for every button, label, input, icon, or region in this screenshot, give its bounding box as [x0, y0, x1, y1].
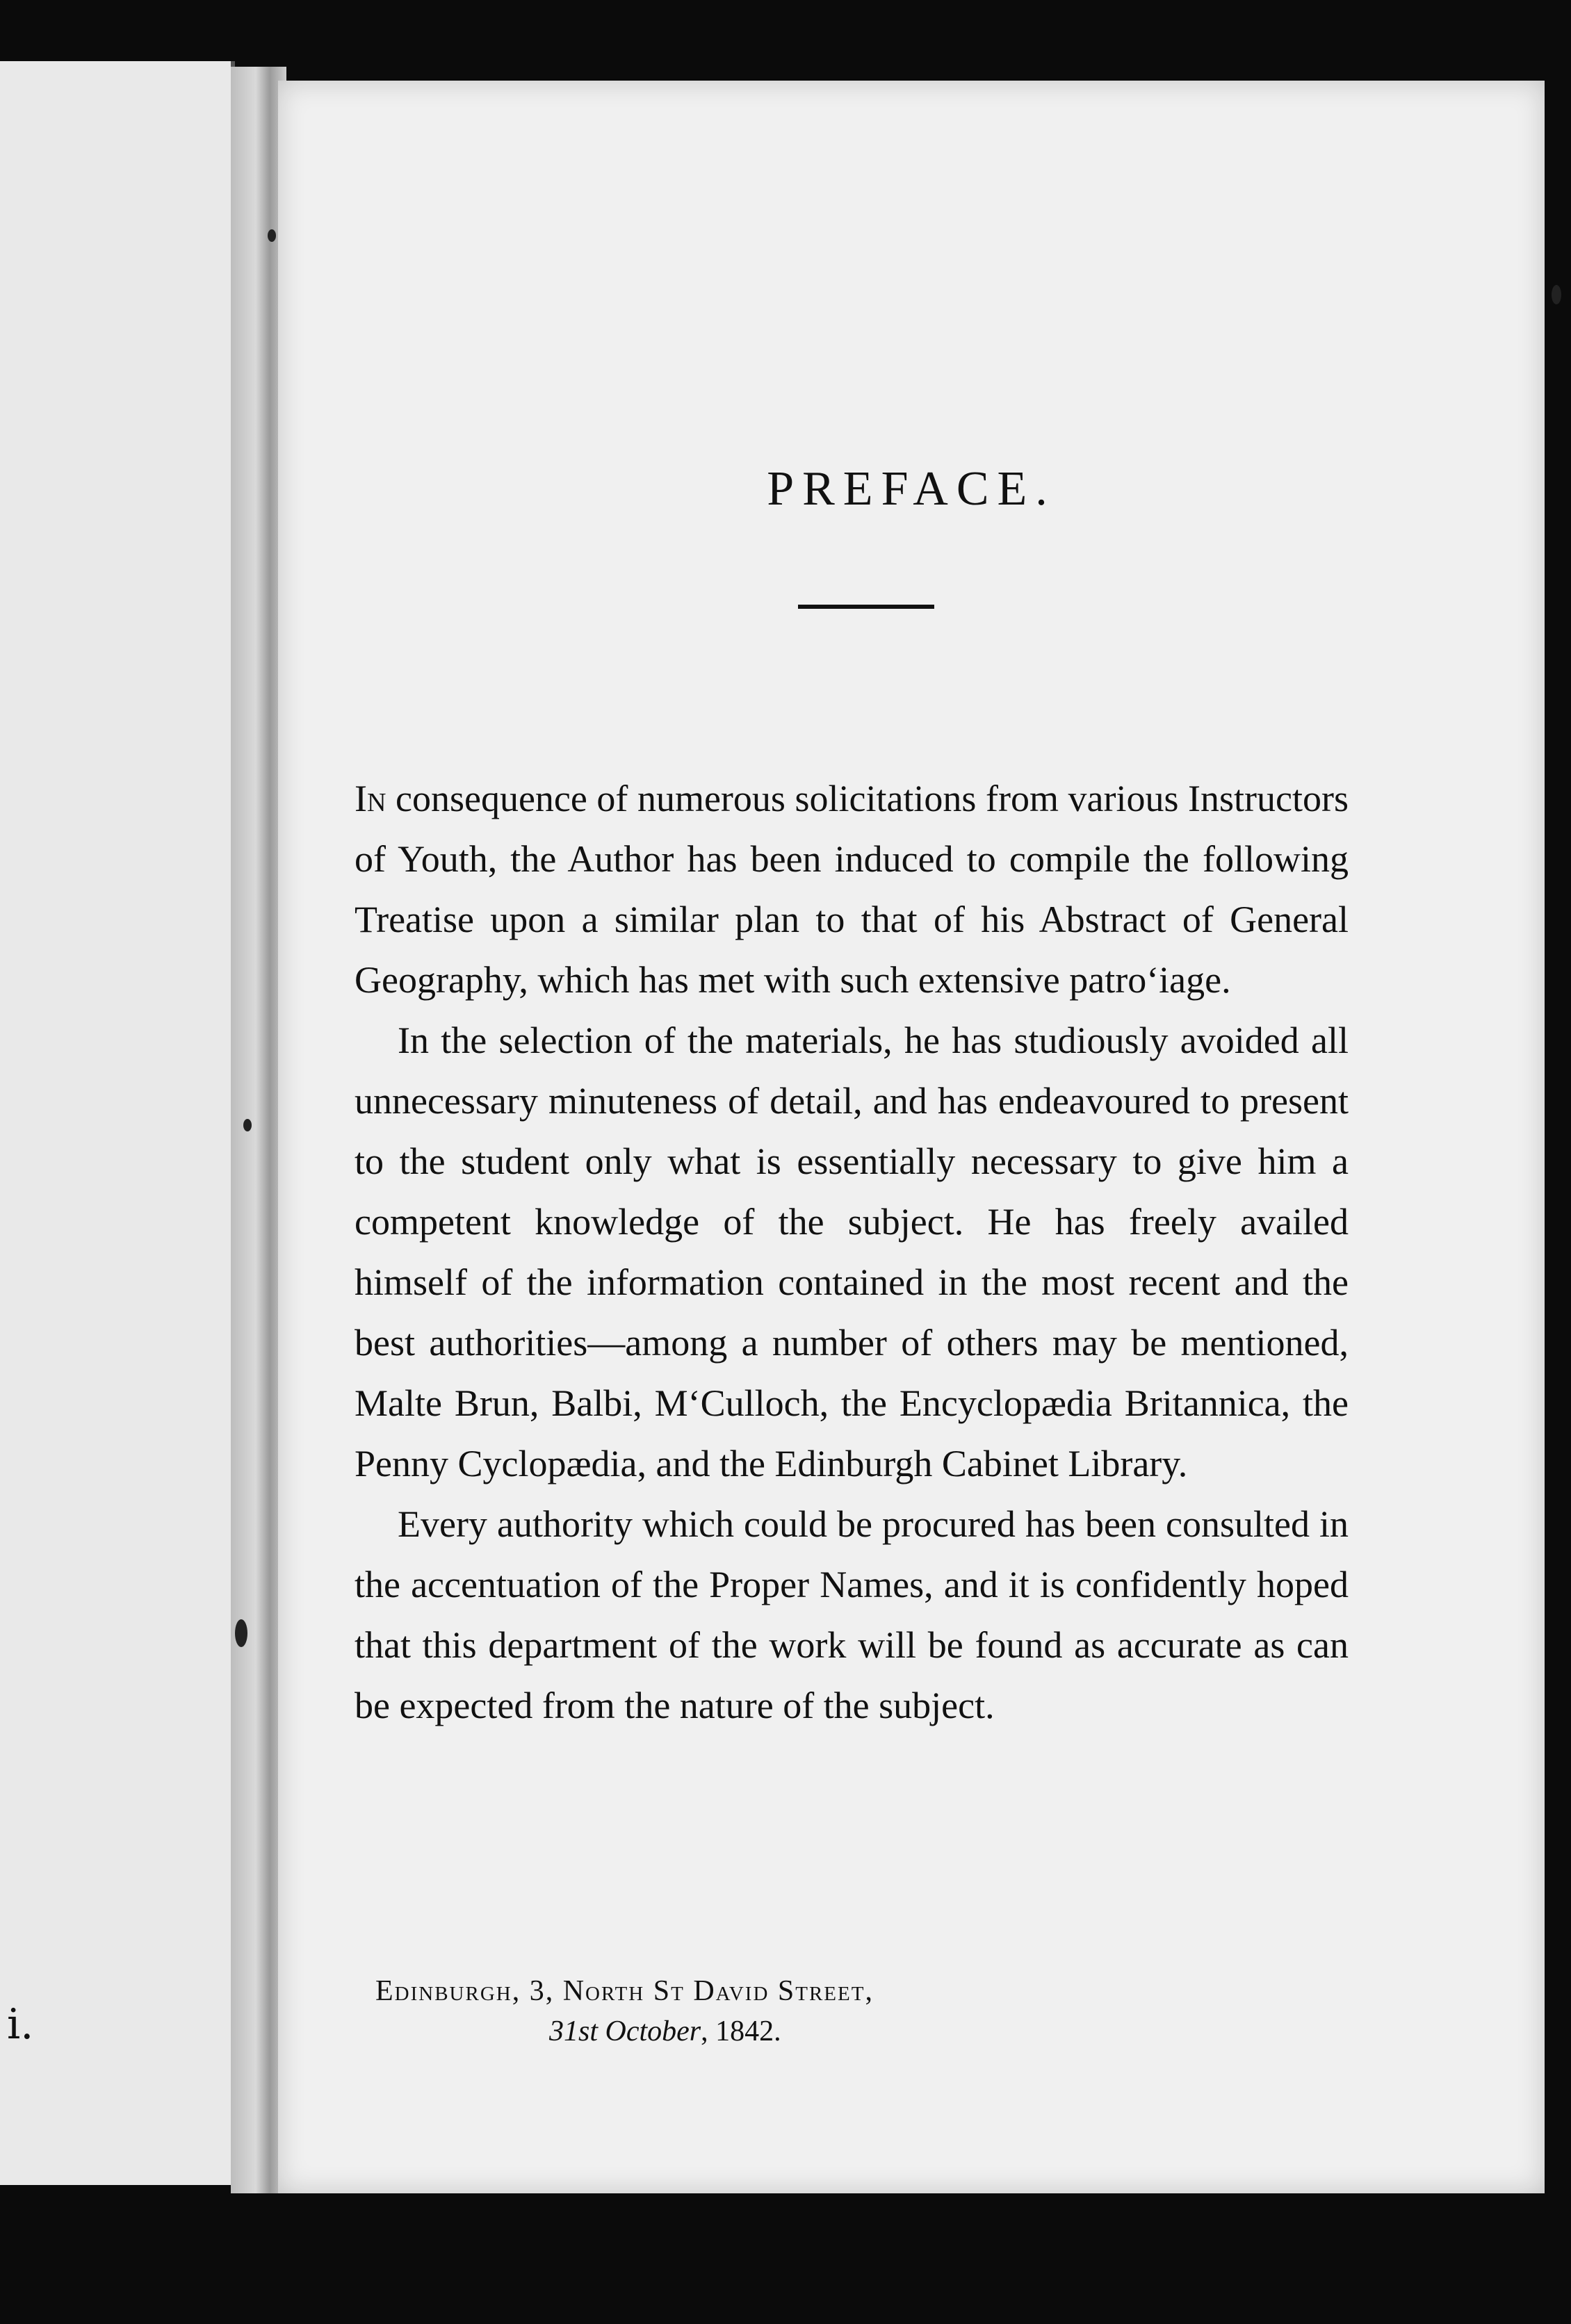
gutter-speck — [268, 229, 276, 242]
preface-page — [278, 81, 1545, 2193]
left-page — [0, 61, 235, 2185]
signature-date-year: , 1842. — [701, 2015, 781, 2047]
left-page-edge-fragment: i. — [7, 2000, 34, 2049]
paragraph-3 — [355, 1494, 1349, 1736]
signature-date-day: 31st October — [549, 2015, 701, 2047]
signature-place: Edinburgh, 3, North St David Street, — [375, 1975, 874, 2007]
signature-date — [375, 2011, 1140, 2052]
paragraph-1-text: consequence of numerous solicitations from various Instructors of Youth, the Author has been induced to compile the following Treatise upon a similar plan to that of his Abstract of General Geography, which has met with such extensive patroʻiage. — [355, 778, 1349, 1001]
preface-body — [355, 769, 1349, 1736]
edge-speck — [1552, 285, 1561, 304]
page-title: PREFACE. — [767, 462, 1056, 516]
paragraph-2 — [355, 1010, 1349, 1494]
signature-block — [375, 1971, 1140, 2052]
paragraph-1 — [355, 769, 1349, 1010]
gutter-speck — [243, 1119, 252, 1131]
paragraph-3-text: Every authority which could be procured has been consulted in the accentuation of the Proper Names, and it is confidently hoped that this department of the work will be found as accurate as can be expected from the nature of the subject. — [355, 1503, 1349, 1726]
title-rule — [798, 605, 934, 609]
gutter-speck — [235, 1619, 247, 1647]
drop-lead: In — [355, 778, 386, 819]
paragraph-2-text: In the selection of the materials, he has studiously avoided all unnecessary minuteness of detail, and has endeavoured to present to the student only what is essentially necessary to give him a competent knowledge of the subject. He has freely availed himself of the information contained in the most recent and the best authorities—among a number of others may be mentioned, Malte Brun, Balbi, M‘Culloch, the Encyclopædia Britannica, the Penny Cyclopædia, and the Edinburgh Cabinet Library. — [355, 1020, 1349, 1484]
